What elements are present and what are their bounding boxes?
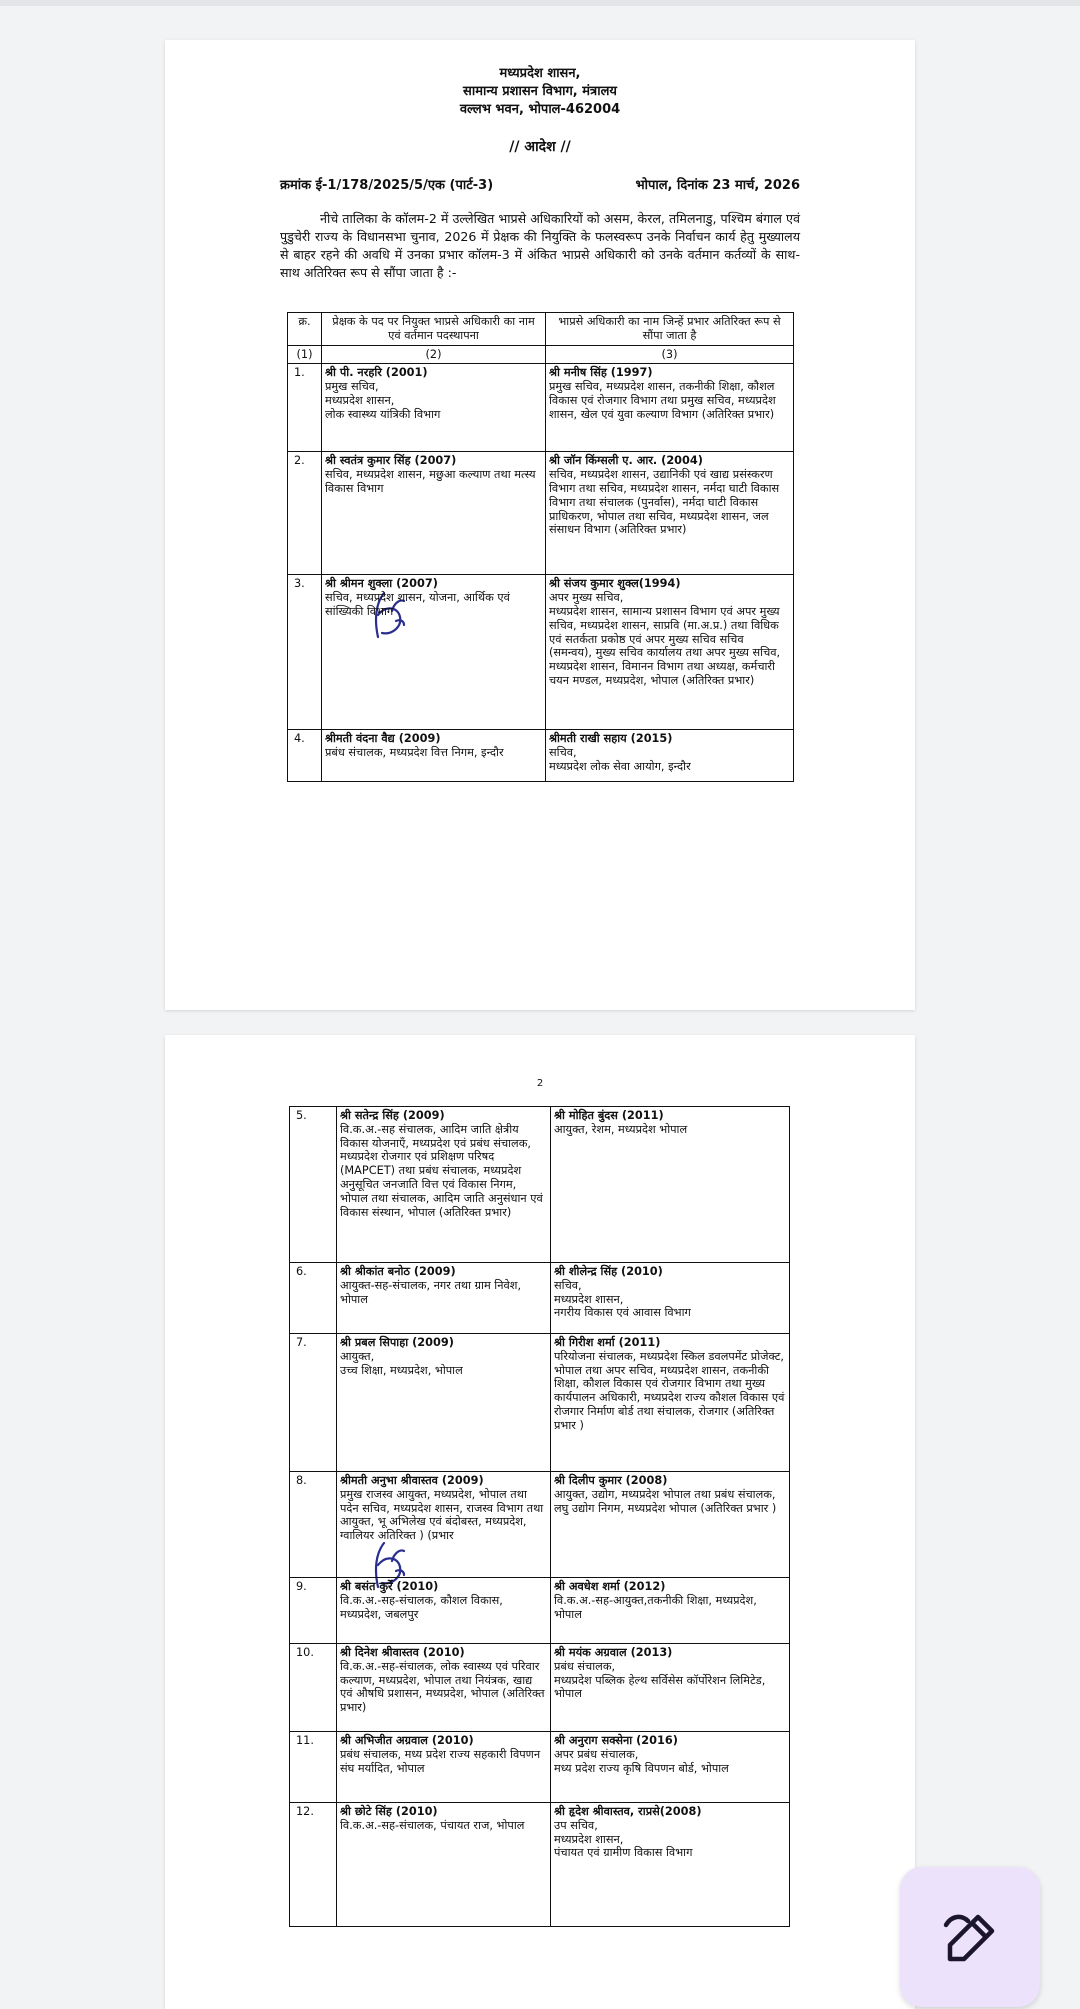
table-row [290, 1803, 790, 1927]
charge-officer-name: श्री दिलीप कुमार (2008) [554, 1474, 668, 1487]
observer-name: श्री श्रीकांत बनोठ (2009) [340, 1265, 456, 1278]
serial-number: 8. [296, 1474, 307, 1487]
charge-cell [551, 1334, 790, 1472]
observer-post: आयुक्त-सह-संचालक, नगर तथा ग्राम निवेश, भोपाल [340, 1278, 522, 1306]
serial-number: 12. [296, 1805, 314, 1818]
observer-cell [337, 1803, 551, 1927]
charge-officer-post: परियोजना संचालक, मध्यप्रदेश स्किल डवलपमेंट प्रोजेक्ट, भोपाल तथा अपर सचिव, मध्यप्रदेश शासन, तकनीकी शिक्षा, कौशल विकास एवं रोजगार विभाग तथा मुख्य कार्यपालन अधिकारी, मध्यप्रदेश राज्य कौशल विकास एवं रोजगार निर्माण बोर्ड तथा संचालक, रोजगार (अतिरिक्त प्रभार ) [554, 1349, 785, 1432]
order-number: क्रमांक ई-1/178/2025/5/एक (पार्ट-3) [280, 178, 494, 193]
charge-officer-name: श्री शीलेन्द्र सिंह (2010) [554, 1265, 663, 1278]
charge-cell [546, 452, 794, 575]
reference-line [280, 175, 800, 193]
header-serial: क्र. [288, 313, 322, 346]
table-row [290, 1732, 790, 1803]
observer-post: वि.क.अ.-सह-संचालक, लोक स्वास्थ्य एवं परिवार कल्याण, मध्यप्रदेश, भोपाल तथा नियंत्रक, खाद्य एवं औषधि प्रशासन, मध्यप्रदेश, भोपाल (अतिरिक्त प्रभार) [340, 1659, 545, 1715]
serial-cell [288, 730, 322, 782]
serial-number: 5. [296, 1109, 307, 1122]
observer-name: श्री प्रबल सिपाहा (2009) [340, 1336, 454, 1349]
charge-officer-name: श्री जॉन किंग्सली ए. आर. (2004) [549, 454, 703, 468]
serial-number: 6. [296, 1265, 307, 1278]
charge-officer-name: श्री संजय कुमार शुक्ल(1994) [549, 577, 681, 591]
table-row [290, 1107, 790, 1263]
observer-post: प्रबंध संचालक, मध्य प्रदेश राज्य सहकारी विपणन संघ मर्यादित, भोपाल [340, 1747, 541, 1775]
serial-cell [290, 1472, 337, 1578]
table-row [288, 364, 794, 452]
col-num-3: (3) [546, 345, 794, 364]
order-title: // आदेश // [509, 139, 571, 155]
assignment-table-page-1 [287, 312, 794, 782]
table-row [290, 1334, 790, 1472]
place-date: भोपाल, दिनांक 23 मार्च, 2026 [635, 178, 800, 193]
col-num-1: (1) [288, 345, 322, 364]
body-paragraph: नीचे तालिका के कॉलम-2 में उल्लेखित भाप्रसे अधिकारियों को असम, केरल, तमिलनाडु, पश्चिम बंगाल एवं पुडुचेरी राज्य के विधानसभा चुनाव, 2026 में प्रेक्षक की नियुक्ति के फलस्वरूप उनके निर्वाचन कार्य हेतु मुख्यालय से बाहर रहने की अवधि में उनका प्रभार कॉलम-3 में अंकित भाप्रसे अधिकारी को उनके वर्तमान कर्तव्यों के साथ-साथ अतिरिक्त रूप से सौंपा जाता है :- [280, 211, 800, 280]
header-observer: प्रेक्षक के पद पर नियुक्त भाप्रसे अधिकारी का नाम एवं वर्तमान पदस्थापना [322, 313, 546, 346]
observer-cell [337, 1644, 551, 1732]
serial-number: 10. [296, 1646, 314, 1659]
charge-officer-post: सचिव, मध्यप्रदेश शासन, उद्यानिकी एवं खाद्य प्रसंस्करण विभाग तथा सचिव, मध्यप्रदेश शासन, नर्मदा घाटी विकास विभाग तथा संचालक (पुनर्वास), नर्मदा घाटी विकास प्राधिकरण, भोपाल तथा सचिव, मध्यप्रदेश शासन, जल संसाधन विभाग (अतिरिक्त प्रभार) [549, 468, 780, 537]
charge-cell [551, 1472, 790, 1578]
observer-name: श्रीमती अनुभा श्रीवास्तव (2009) [340, 1474, 484, 1487]
charge-officer-name: श्री अवधेश शर्मा (2012) [554, 1580, 666, 1593]
observer-cell [322, 730, 546, 782]
observer-cell [337, 1472, 551, 1578]
serial-number: 1. [294, 366, 305, 380]
charge-cell [551, 1578, 790, 1644]
charge-officer-name: श्री मोहित बुंदस (2011) [554, 1109, 664, 1122]
charge-cell [546, 575, 794, 730]
table-row [288, 452, 794, 575]
table-row [290, 1578, 790, 1644]
table-row [290, 1263, 790, 1334]
serial-cell [288, 575, 322, 730]
header-line-1: मध्यप्रदेश शासन, [499, 66, 581, 81]
charge-officer-name: श्री मयंक अग्रवाल (2013) [554, 1646, 673, 1659]
observer-cell [337, 1578, 551, 1644]
observer-cell [322, 364, 546, 452]
observer-cell [322, 452, 546, 575]
charge-cell [551, 1732, 790, 1803]
observer-post: वि.क.अ.-सह संचालक, आदिम जाति क्षेत्रीय विकास योजनाएँ, मध्यप्रदेश एवं प्रबंध संचालक, मध्यप्रदेश रोजगार एवं प्रशिक्षण परिषद (MAPCET) तथा प्रबंध संचालक, मध्यप्रदेश अनुसूचित जनजाति वित्त एवं विकास निगम, भोपाल तथा संचालक, आदिम जाति अनुसंधान एवं विकास संस्थान, भोपाल (अतिरिक्त प्रभार) [340, 1122, 543, 1219]
observer-name: श्रीमती वंदना वैद्य (2009) [325, 732, 441, 746]
table-row [288, 575, 794, 730]
serial-cell [290, 1578, 337, 1644]
charge-officer-post: वि.क.अ.-सह-आयुक्त,तकनीकी शिक्षा, मध्यप्रदेश, भोपाल [554, 1593, 757, 1621]
observer-post: वि.क.अ.-सह-संचालक, पंचायत राज, भोपाल [340, 1818, 525, 1832]
pen-edit-icon [942, 1911, 998, 1963]
observer-name: श्री श्रीमन शुक्ला (2007) [325, 577, 438, 591]
observer-post: आयुक्त, उच्च शिक्षा, मध्यप्रदेश, भोपाल [340, 1349, 463, 1377]
observer-name: श्री सतेन्द्र सिंह (2009) [340, 1109, 445, 1122]
observer-cell [337, 1263, 551, 1334]
document-page-1 [165, 40, 915, 1010]
charge-cell [551, 1263, 790, 1334]
serial-number: 4. [294, 732, 305, 746]
charge-cell [551, 1107, 790, 1263]
serial-cell [288, 452, 322, 575]
charge-officer-post: सचिव, मध्यप्रदेश शासन, नगरीय विकास एवं आवास विभाग [554, 1278, 691, 1320]
observer-cell [337, 1732, 551, 1803]
charge-cell [546, 730, 794, 782]
charge-officer-post: प्रबंध संचालक, मध्यप्रदेश पब्लिक हेल्थ सर्विसेस कॉर्पोरेशन लिमिटेड, भोपाल [554, 1659, 766, 1701]
header-charge: भाप्रसे अधिकारी का नाम जिन्हें प्रभार अतिरिक्त रूप से सौंपा जाता है [546, 313, 794, 346]
table-row [288, 730, 794, 782]
charge-officer-name: श्री मनीष सिंह (1997) [549, 366, 653, 380]
serial-number: 2. [294, 454, 305, 468]
table-row [290, 1472, 790, 1578]
column-number-row [288, 345, 794, 364]
observer-name: श्री अभिजीत अग्रवाल (2010) [340, 1734, 474, 1747]
serial-number: 7. [296, 1336, 307, 1349]
serial-number: 3. [294, 577, 305, 591]
observer-cell [337, 1334, 551, 1472]
charge-cell [551, 1803, 790, 1927]
assignment-table-page-2 [289, 1106, 790, 1927]
charge-officer-name: श्री अनुराग सक्सेना (2016) [554, 1734, 678, 1747]
header-line-2: सामान्य प्रशासन विभाग, मंत्रालय [463, 84, 617, 99]
table-row [290, 1644, 790, 1732]
page-number: 2 [536, 1078, 544, 1089]
charge-officer-post: अपर प्रबंध संचालक, मध्य प्रदेश राज्य कृषि विपणन बोर्ड, भोपाल [554, 1747, 729, 1775]
observer-name: श्री स्वतंत्र कुमार सिंह (2007) [325, 454, 457, 468]
charge-officer-post: सचिव, मध्यप्रदेश लोक सेवा आयोग, इन्दौर [549, 746, 691, 773]
observer-cell [322, 575, 546, 730]
charge-officer-post: उप सचिव, मध्यप्रदेश शासन, पंचायत एवं ग्रामीण विकास विभाग [554, 1818, 693, 1860]
observer-post: प्रमुख सचिव, मध्यप्रदेश शासन, लोक स्वास्थ्य यांत्रिकी विभाग [325, 380, 441, 421]
observer-post: सचिव, मध्यप्रदेश शासन, योजना, आर्थिक एवं सांख्यिकी विभाग [325, 591, 510, 618]
serial-cell [290, 1803, 337, 1927]
charge-officer-name: श्री हृदेश श्रीवास्तव, राप्रसे(2008) [554, 1805, 702, 1818]
observer-post: वि.क.अ.-सह-संचालक, कौशल विकास, मध्यप्रदेश, जबलपुर [340, 1593, 503, 1621]
observer-cell [337, 1107, 551, 1263]
charge-officer-name: श्री गिरीश शर्मा (2011) [554, 1336, 661, 1349]
header-line-3: वल्लभ भवन, भोपाल-462004 [459, 102, 621, 117]
document-page-2 [165, 1035, 915, 2009]
col-num-2: (2) [322, 345, 546, 364]
charge-officer-post: प्रमुख सचिव, मध्यप्रदेश शासन, तकनीकी शिक्षा, कौशल विकास एवं रोजगार विभाग तथा प्रमुख सचिव, मध्यप्रदेश शासन, खेल एवं युवा कल्याण विभाग (अतिरिक्त प्रभार) [549, 380, 776, 421]
serial-cell [290, 1334, 337, 1472]
serial-cell [290, 1644, 337, 1732]
observer-post: प्रबंध संचालक, मध्यप्रदेश वित्त निगम, इन्दौर [325, 746, 504, 760]
observer-name: श्री पी. नरहरि (2001) [325, 366, 428, 380]
observer-post: प्रमुख राजस्व आयुक्त, मध्यप्रदेश, भोपाल तथा पदेन सचिव, मध्यप्रदेश शासन, राजस्व विभाग तथा आयुक्त, भू अभिलेख एवं बंदोबस्त, मध्यप्रदेश, ग्वालियर अतिरिक्त ) (प्रभार [340, 1487, 544, 1543]
serial-cell [290, 1263, 337, 1334]
observer-name: श्री दिनेश श्रीवास्तव (2010) [340, 1646, 465, 1659]
serial-cell [288, 364, 322, 452]
charge-cell [551, 1644, 790, 1732]
serial-number: 11. [296, 1734, 314, 1747]
annotate-fab[interactable] [900, 1867, 1040, 2007]
table-header-row [288, 313, 794, 346]
charge-officer-post: अपर मुख्य सचिव, मध्यप्रदेश शासन, सामान्य प्रशासन विभाग एवं अपर मुख्य सचिव, मध्यप्रदेश शासन, साप्रवि (मा.अ.प्र.) तथा विधिक एवं सतर्कता प्रकोष्ठ एवं अपर मुख्य सचिव सचिव (समन्वय), मुख्य सचिव कार्यालय तथा अपर मुख्य सचिव, मध्यप्रदेश शासन, विमानन विभाग तथा अध्यक्ष, कर्मचारी चयन मण्डल, मध्यप्रदेश, भोपाल (अतिरिक्त प्रभार) [549, 591, 781, 687]
charge-officer-post: आयुक्त, रेशम, मध्यप्रदेश भोपाल [554, 1122, 688, 1136]
serial-number: 9. [296, 1580, 307, 1593]
charge-cell [546, 364, 794, 452]
serial-cell [290, 1107, 337, 1263]
charge-officer-post: आयुक्त, उद्योग, मध्यप्रदेश भोपाल तथा प्रबंध संचालक, लघु उद्योग निगम, मध्यप्रदेश भोपाल (अतिरिक्त प्रभार ) [554, 1487, 777, 1515]
observer-name: श्री छोटे सिंह (2010) [340, 1805, 438, 1818]
observer-post: सचिव, मध्यप्रदेश शासन, मछुआ कल्याण तथा मत्स्य विकास विभाग [325, 468, 536, 495]
table-body-page-1 [288, 364, 794, 782]
charge-officer-name: श्रीमती राखी सहाय (2015) [549, 732, 673, 746]
table-body-page-2 [290, 1107, 790, 1927]
viewer-top-bar [0, 0, 1080, 6]
observer-name: श्री बसंत कुर्रे (2010) [340, 1580, 439, 1593]
serial-cell [290, 1732, 337, 1803]
